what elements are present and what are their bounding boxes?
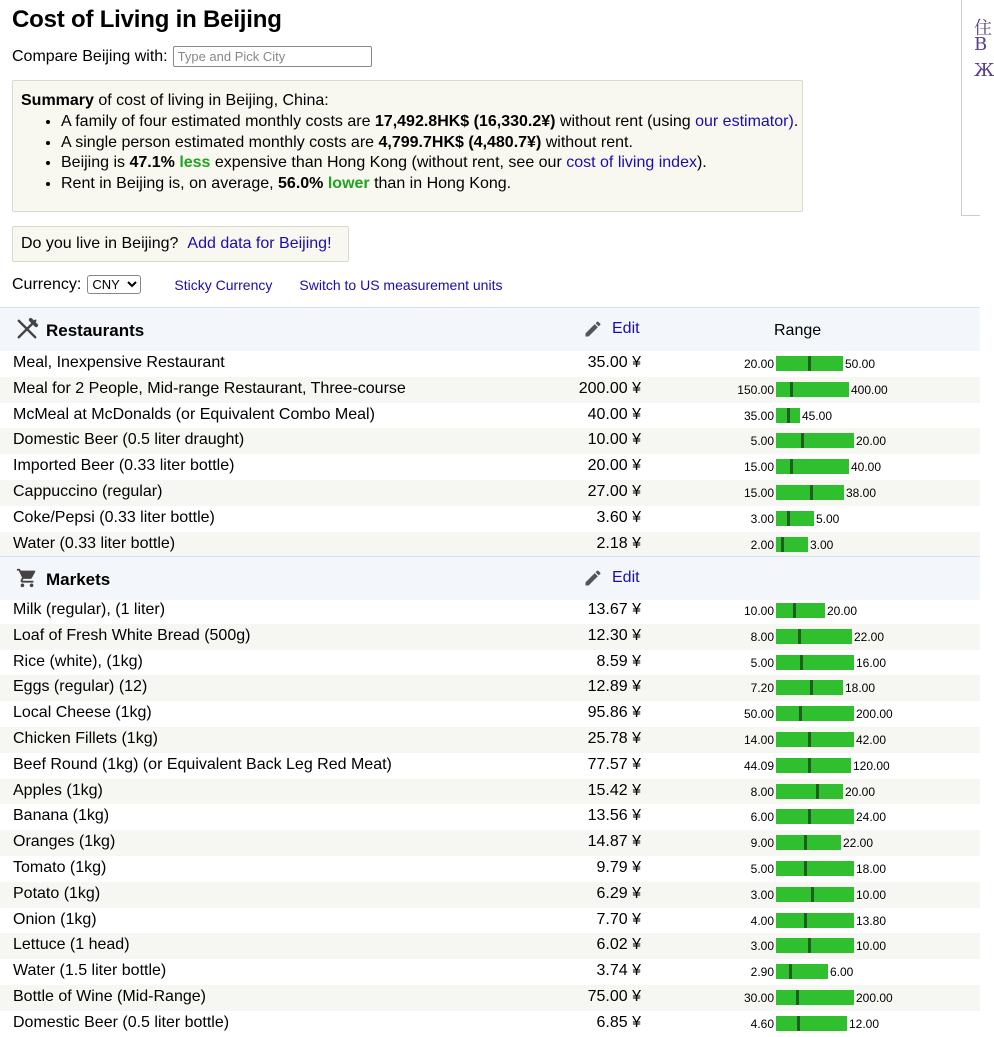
- summary-text: Rent in Beijing is, on average,: [61, 174, 279, 192]
- table-row: [0, 598, 980, 624]
- pencil-icon: [583, 568, 603, 588]
- item-name: Beef Round (1kg) (or Equivalent Back Leg Red Meat): [13, 755, 392, 773]
- range-marker: [808, 758, 811, 773]
- summary-box: [12, 80, 803, 212]
- item-name: Milk (regular), (1 liter): [13, 601, 166, 618]
- item-name: Meal for 2 People, Mid-range Restaurant, Three-course: [13, 379, 406, 397]
- range-high: 20.00: [845, 784, 876, 799]
- rent-comparison: lower: [327, 174, 370, 192]
- side-advertisement[interactable]: [961, 0, 994, 216]
- range-high: 45.00: [802, 408, 833, 423]
- index-comparison: less: [179, 154, 211, 171]
- range-bar: [776, 1016, 847, 1031]
- table-row: [0, 804, 980, 830]
- item-name: Water (0.33 liter bottle): [13, 534, 176, 552]
- side-glyph: В: [974, 34, 988, 55]
- item-name: Eggs (regular) (12): [13, 678, 148, 696]
- range-high: 400.00: [851, 382, 888, 397]
- range-high: 18.00: [856, 862, 887, 876]
- range-marker: [810, 485, 813, 500]
- range-high: 200.00: [856, 707, 893, 722]
- range-low: 15.00: [743, 486, 774, 500]
- summary-text: A family of four estimated monthly costs are: [61, 113, 375, 130]
- range-low: 35.00: [743, 408, 774, 423]
- item-price: 3.74 ¥: [596, 962, 641, 980]
- range-bar: [776, 835, 841, 850]
- range-marker: [787, 408, 790, 423]
- item-price: 25.78 ¥: [587, 730, 641, 747]
- table-row: [0, 985, 980, 1011]
- item-name: Meal, Inexpensive Restaurant: [13, 354, 225, 371]
- range-marker: [793, 603, 796, 618]
- range-marker: [798, 629, 801, 644]
- range-marker: [801, 433, 804, 448]
- range-high: 22.00: [843, 836, 874, 851]
- range-marker: [797, 1016, 800, 1031]
- table-row: [0, 701, 980, 727]
- item-name: Domestic Beer (0.5 liter bottle): [13, 1013, 230, 1031]
- item-name: Chicken Fillets (1kg): [13, 730, 158, 747]
- range-bar: [776, 433, 854, 448]
- currency-label: Currency:: [12, 275, 82, 293]
- table-row: [0, 908, 980, 934]
- range-marker: [799, 706, 802, 721]
- table-row: [0, 454, 980, 480]
- range-high: 13.80: [856, 913, 887, 928]
- range-bar: [776, 511, 814, 526]
- range-bar: [776, 809, 854, 824]
- range-marker: [790, 382, 793, 397]
- range-bar: [776, 459, 849, 474]
- range-marker: [804, 861, 807, 876]
- range-marker: [811, 887, 814, 902]
- item-price: 3.60 ¥: [596, 508, 641, 526]
- item-price: 95.86 ¥: [587, 704, 641, 722]
- item-price: 14.87 ¥: [587, 833, 641, 851]
- shopping-cart-icon: [16, 567, 38, 589]
- summary-item-index: [61, 153, 798, 174]
- item-price: 35.00 ¥: [587, 354, 641, 371]
- table-row: [0, 830, 980, 856]
- summary-text: Beijing is: [61, 154, 130, 171]
- rent-percent: 56.0%: [278, 174, 324, 192]
- range-low: 10.00: [743, 604, 774, 618]
- currency-bar: [12, 275, 502, 294]
- item-name: Imported Beer (0.33 liter bottle): [13, 457, 235, 475]
- item-price: 77.57 ¥: [587, 755, 641, 773]
- range-marker: [787, 511, 790, 526]
- edit-label: Edit: [612, 320, 640, 337]
- range-high: 50.00: [845, 357, 876, 371]
- family-cost: 17,492.8HK$ (16,330.2¥): [374, 113, 556, 130]
- table-row: [0, 506, 980, 532]
- range-low: 6.00: [750, 810, 774, 825]
- item-name: Local Cheese (1kg): [13, 704, 152, 722]
- range-low: 8.00: [750, 629, 774, 644]
- item-name: Coke/Pepsi (0.33 liter bottle): [13, 508, 215, 526]
- range-marker: [800, 655, 803, 670]
- range-low: 4.60: [750, 1016, 774, 1031]
- table-row: [0, 675, 980, 701]
- restaurants-section-header: [0, 307, 980, 351]
- item-name: Banana (1kg): [13, 807, 110, 825]
- range-bar: [776, 382, 849, 397]
- range-low: 3.00: [750, 887, 774, 902]
- restaurants-edit-link[interactable]: [583, 319, 640, 339]
- item-price: 6.29 ¥: [596, 884, 641, 902]
- range-low: 5.00: [750, 655, 774, 670]
- item-price: 6.85 ¥: [596, 1013, 641, 1031]
- item-price: 9.79 ¥: [596, 859, 641, 876]
- item-name: Water (1.5 liter bottle): [13, 962, 167, 980]
- range-marker: [808, 356, 811, 371]
- table-row: [0, 377, 980, 403]
- range-high: 6.00: [830, 965, 854, 980]
- range-bar: [776, 938, 854, 953]
- summary-text: ).: [696, 154, 707, 171]
- range-low: 9.00: [750, 836, 774, 851]
- range-low: 44.09: [743, 758, 774, 773]
- range-marker: [804, 835, 807, 850]
- range-high: 10.00: [856, 887, 887, 902]
- range-marker: [804, 913, 807, 928]
- pencil-icon: [583, 319, 603, 339]
- item-name: Apples (1kg): [13, 781, 103, 799]
- range-low: 30.00: [743, 991, 774, 1005]
- range-high: 20.00: [827, 604, 858, 618]
- us-units-link[interactable]: Switch to US measurement units: [299, 276, 503, 293]
- item-name: Tomato (1kg): [13, 859, 107, 876]
- table-row: [0, 779, 980, 805]
- range-bar: [776, 706, 854, 721]
- table-row: [0, 532, 980, 558]
- item-name: Potato (1kg): [13, 884, 101, 902]
- item-price: 8.59 ¥: [596, 652, 641, 670]
- range-marker: [790, 459, 793, 474]
- item-price: 6.02 ¥: [596, 936, 641, 954]
- item-name: Onion (1kg): [13, 910, 97, 928]
- currency-select[interactable]: [87, 275, 141, 294]
- table-row: [0, 727, 980, 753]
- range-bar: [776, 758, 851, 773]
- range-high: 5.00: [816, 511, 840, 526]
- item-name: Domestic Beer (0.5 liter draught): [13, 431, 245, 449]
- range-bar: [776, 784, 843, 799]
- range-low: 2.00: [750, 537, 774, 552]
- item-price: 12.89 ¥: [587, 678, 641, 696]
- item-name: Bottle of Wine (Mid-Range): [13, 988, 206, 1005]
- range-low: 4.00: [750, 913, 774, 928]
- range-low: 7.20: [750, 681, 774, 696]
- range-low: 150.00: [737, 382, 774, 397]
- index-percent: 47.1%: [129, 154, 175, 171]
- summary-text: than in Hong Kong.: [369, 174, 512, 192]
- markets-section-header: [0, 556, 980, 600]
- item-name: Cappuccino (regular): [13, 483, 163, 500]
- item-price: 12.30 ¥: [587, 626, 641, 644]
- item-name: Oranges (1kg): [13, 833, 116, 851]
- range-marker: [808, 732, 811, 747]
- range-marker: [789, 964, 792, 979]
- estimator-link[interactable]: our estimator): [695, 113, 794, 130]
- add-data-link[interactable]: Add data for Beijing!: [187, 235, 332, 252]
- summary-text: expensive than Hong Kong (without rent, see our: [210, 154, 567, 171]
- item-price: 27.00 ¥: [587, 483, 641, 500]
- range-marker: [796, 990, 799, 1005]
- range-marker: [808, 938, 811, 953]
- range-bar: [776, 629, 852, 644]
- range-high: 40.00: [851, 460, 882, 475]
- range-low: 3.00: [750, 511, 774, 526]
- summary-text: .: [793, 113, 799, 130]
- range-bar: [776, 603, 825, 618]
- range-low: 15.00: [743, 460, 774, 475]
- range-high: 20.00: [856, 434, 887, 449]
- side-glyph: 住: [974, 18, 992, 39]
- range-high: 42.00: [856, 733, 887, 747]
- range-high: 3.00: [810, 537, 834, 552]
- table-row: [0, 882, 980, 908]
- item-name: Lettuce (1 head): [13, 936, 130, 954]
- item-name: Loaf of Fresh White Bread (500g): [13, 626, 251, 644]
- range-bar: [776, 861, 854, 876]
- range-low: 20.00: [743, 357, 774, 371]
- item-price: 15.42 ¥: [587, 781, 641, 799]
- table-row: [0, 959, 980, 985]
- markets-edit-link[interactable]: [583, 568, 640, 588]
- item-price: 75.00 ¥: [587, 988, 641, 1005]
- range-marker: [810, 680, 813, 695]
- live-question: Do you live in Beijing?: [21, 235, 179, 252]
- table-row: [0, 856, 980, 882]
- range-low: 50.00: [743, 707, 774, 722]
- item-price: 10.00 ¥: [587, 431, 641, 449]
- summary-text: without rent.: [541, 133, 633, 151]
- range-high: 120.00: [853, 758, 890, 773]
- item-price: 7.70 ¥: [596, 910, 641, 928]
- page-title: Cost of Living in Beijing: [12, 6, 282, 33]
- range-low: 3.00: [750, 939, 774, 954]
- range-low: 2.90: [750, 965, 774, 980]
- range-high: 18.00: [845, 681, 876, 696]
- compare-label: Compare Beijing with:: [12, 47, 168, 65]
- summary-text: without rent (using: [555, 113, 696, 130]
- table-row: [0, 1011, 980, 1037]
- restaurants-title: Restaurants: [46, 321, 145, 340]
- item-name: McMeal at McDonalds (or Equivalent Combo Meal): [13, 405, 375, 423]
- range-high: 38.00: [846, 486, 877, 500]
- range-high: 10.00: [856, 939, 887, 954]
- range-bar: [776, 913, 854, 928]
- range-high: 24.00: [856, 810, 887, 825]
- range-marker: [816, 784, 819, 799]
- item-price: 200.00 ¥: [578, 379, 641, 397]
- item-price: 13.56 ¥: [587, 807, 641, 825]
- compare-city-input[interactable]: [173, 46, 372, 67]
- item-price: 2.18 ¥: [596, 534, 641, 552]
- summary-text: A single person estimated monthly costs are: [61, 133, 379, 151]
- table-row: [0, 624, 980, 650]
- summary-heading-rest: of cost of living in Beijing, China:: [93, 92, 329, 109]
- side-glyph: Ж: [974, 60, 994, 81]
- sticky-currency-link[interactable]: Sticky Currency: [174, 276, 273, 293]
- range-bar: [776, 990, 854, 1005]
- range-low: 5.00: [750, 434, 774, 449]
- range-bar: [776, 964, 828, 979]
- cost-of-living-index-link[interactable]: cost of living index: [566, 154, 697, 171]
- table-row: [0, 753, 980, 779]
- table-row: [0, 650, 980, 676]
- live-here-box: [12, 226, 349, 262]
- table-row: [0, 351, 980, 377]
- range-high: 200.00: [856, 991, 893, 1005]
- table-row: [0, 428, 980, 454]
- range-low: 5.00: [750, 862, 774, 876]
- edit-label: Edit: [612, 569, 640, 586]
- item-price: 13.67 ¥: [587, 601, 641, 618]
- fork-knife-icon: [16, 318, 38, 340]
- table-row: [0, 480, 980, 506]
- table-row: [0, 933, 980, 959]
- range-header: Range: [774, 322, 822, 339]
- compare-city: [12, 46, 372, 67]
- range-high: 22.00: [854, 629, 885, 644]
- range-low: 14.00: [743, 733, 774, 747]
- range-marker: [808, 809, 811, 824]
- summary-item-family: [61, 112, 798, 133]
- table-row: [0, 403, 980, 429]
- summary-heading: [21, 92, 329, 110]
- item-price: 40.00 ¥: [587, 405, 641, 423]
- range-bar: [776, 732, 854, 747]
- summary-list: [31, 112, 798, 194]
- item-price: 20.00 ¥: [587, 457, 641, 475]
- summary-item-single: [61, 133, 798, 154]
- summary-item-rent: [61, 174, 798, 195]
- markets-title: Markets: [46, 570, 111, 589]
- single-cost: 4,799.7HK$ (4,480.7¥): [378, 133, 542, 151]
- range-high: 12.00: [849, 1016, 880, 1031]
- range-bar: [776, 887, 854, 902]
- range-marker: [781, 537, 784, 552]
- range-low: 8.00: [750, 784, 774, 799]
- range-high: 16.00: [856, 655, 887, 670]
- item-name: Rice (white), (1kg): [13, 652, 143, 670]
- range-bar: [776, 655, 854, 670]
- summary-heading-bold: Summary: [21, 92, 94, 109]
